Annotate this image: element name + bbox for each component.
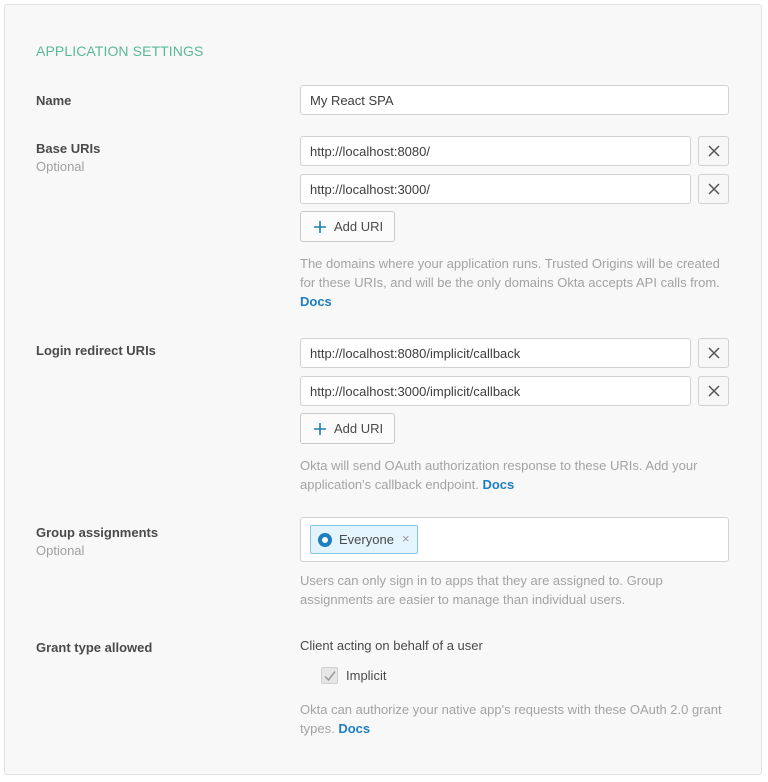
- remove-redirect-uri-2-button[interactable]: [698, 376, 729, 406]
- group-icon: [318, 533, 332, 547]
- redirect-uri-input-2[interactable]: [300, 376, 691, 406]
- close-icon: [708, 183, 720, 195]
- base-uris-help-text: The domains where your application runs. Trusted Origins will be created for these URIs, and will be the only domains Okta accepts API calls from.: [300, 256, 720, 290]
- base-uri-input-1[interactable]: [300, 136, 691, 166]
- group-assignments-label: [36, 525, 158, 558]
- name-label: Name: [36, 93, 72, 108]
- plus-icon: [314, 423, 326, 435]
- base-uri-input-2[interactable]: [300, 174, 691, 204]
- grant-type-docs-link[interactable]: Docs: [338, 721, 371, 736]
- close-icon: [708, 347, 720, 359]
- implicit-label: Implicit: [346, 668, 387, 683]
- base-uris-docs-link[interactable]: Docs: [300, 294, 332, 309]
- close-icon: [708, 145, 720, 157]
- grant-type-help-text: Okta can authorize your native app's requests with these OAuth 2.0 grant types.: [300, 702, 722, 736]
- remove-base-uri-1-button[interactable]: [698, 136, 729, 166]
- remove-redirect-uri-1-button[interactable]: [698, 338, 729, 368]
- close-icon: [708, 385, 720, 397]
- group-assignments-input[interactable]: [300, 517, 729, 562]
- remove-group-icon[interactable]: ×: [402, 531, 410, 546]
- base-uris-optional: Optional: [36, 159, 85, 174]
- base-uris-label: [36, 141, 100, 174]
- add-base-uri-button[interactable]: [300, 211, 395, 242]
- checkmark-icon: [324, 670, 336, 682]
- plus-icon: [314, 221, 326, 233]
- group-chip-everyone: [310, 525, 418, 554]
- implicit-checkbox[interactable]: [321, 667, 338, 684]
- grant-type-help: [300, 700, 730, 738]
- grant-type-label: Grant type allowed: [36, 640, 153, 655]
- add-base-uri-label: Add URI: [334, 219, 384, 234]
- redirect-uri-input-1[interactable]: [300, 338, 691, 368]
- add-redirect-uri-label: Add URI: [334, 421, 384, 436]
- group-assignments-help: Users can only sign in to apps that they are assigned to. Group assignments are easier to manage than individual users.: [300, 573, 663, 607]
- remove-base-uri-2-button[interactable]: [698, 174, 729, 204]
- section-title: APPLICATION SETTINGS: [36, 43, 204, 59]
- base-uris-help: [300, 254, 730, 311]
- redirect-uris-docs-link[interactable]: Docs: [482, 477, 515, 492]
- name-input[interactable]: [300, 85, 729, 115]
- base-uris-label-text: Base URIs: [36, 141, 101, 156]
- redirect-uris-help: [300, 456, 730, 494]
- group-chip-label: Everyone: [339, 532, 394, 547]
- redirect-uris-help-text: Okta will send OAuth authorization response to these URIs. Add your application's callback endpoint.: [300, 458, 698, 492]
- grant-type-heading: Client acting on behalf of a user: [300, 638, 483, 653]
- group-assignments-label-text: Group assignments: [36, 525, 159, 540]
- login-redirect-uris-label: Login redirect URIs: [36, 343, 156, 358]
- add-redirect-uri-button[interactable]: [300, 413, 395, 444]
- group-assignments-optional: Optional: [36, 543, 85, 558]
